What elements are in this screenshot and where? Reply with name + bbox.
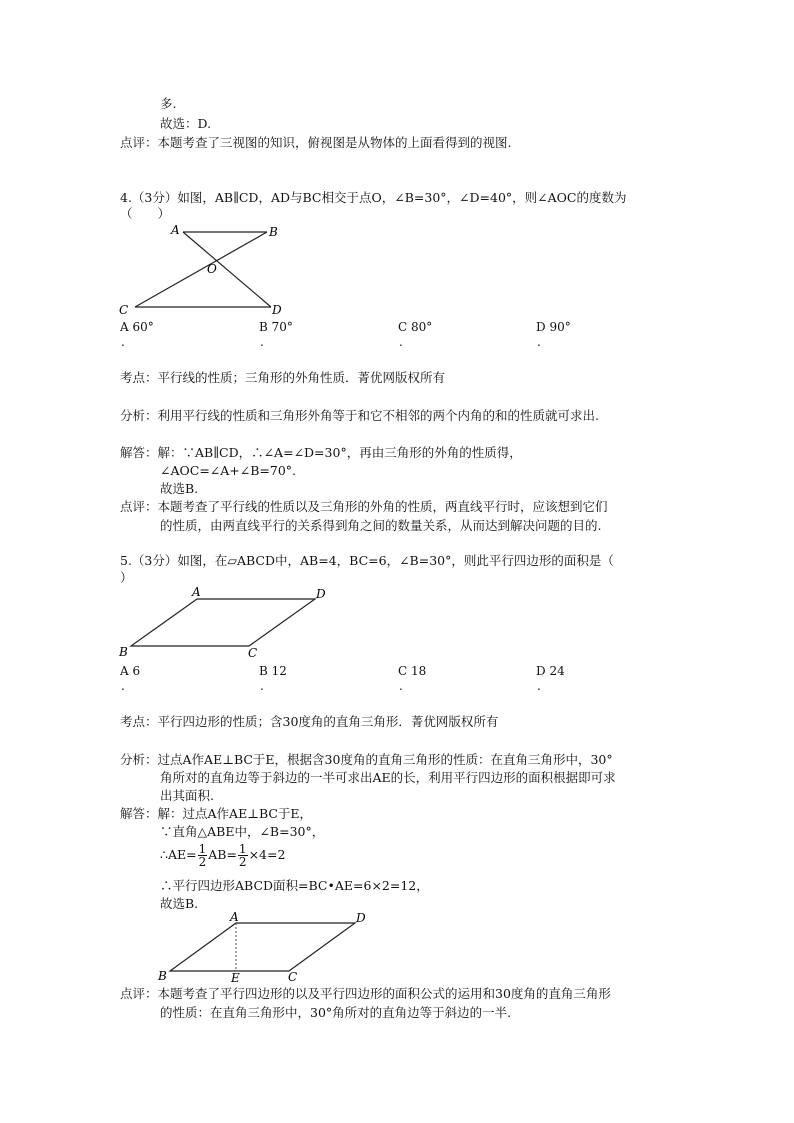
q5-jieda-line5: 故选B. — [160, 896, 199, 911]
q4-option-a[interactable] — [120, 320, 154, 334]
jieda-text: 解：过点A作AE⊥BC于E， — [157, 806, 313, 821]
label-c: C — [288, 970, 298, 984]
q5-fenxi — [120, 752, 613, 768]
q5-stem: 5.（3分）如图，在▱ABCD中，AB=4，BC=6，∠B=30°，则此平行四边形的面积是（ — [120, 553, 614, 568]
comment-text: 本题考查了三视图的知识，俯视图是从物体的上面看得到的视图. — [157, 135, 512, 150]
label-d: D — [272, 303, 282, 317]
kaodian-text: 平行四边形的性质；含30度角的直角三角形．菁优网版权所有 — [157, 714, 499, 729]
dianping-text: 本题考查了平行线的性质以及三角形的外角的性质，两直线平行时，应该想到它们 — [157, 499, 608, 514]
q5-option-b[interactable] — [259, 664, 287, 678]
q4-stem: 4.（3分）如图，AB∥CD，AD与BC相交于点O，∠B=30°，∠D=40°，则∠AOC的度数为 — [120, 190, 627, 205]
fraction-numerator: 1 — [198, 842, 207, 856]
option-dot: . — [537, 335, 541, 349]
option-dot: . — [537, 679, 541, 693]
q5-dianping-line2: 的性质：在直角三角形中，30°角所对的直角边等于斜边的一半. — [160, 1005, 512, 1020]
q4-dianping-line2: 的性质，由两直线平行的关系得到角之间的数量关系，从而达到解决问题的目的. — [160, 518, 602, 533]
option-dot: . — [260, 335, 264, 349]
option-letter: A — [120, 320, 129, 334]
option-text: 12 — [271, 664, 287, 678]
prev-answer: 故选：D. — [160, 116, 212, 131]
fenxi-text: 利用平行线的性质和三角形外角等于和它不相邻的两个内角的和的性质就可求出. — [157, 408, 599, 423]
parallelogram-abcd — [131, 599, 315, 646]
option-text: 6 — [132, 664, 141, 678]
segment-ad — [183, 232, 271, 307]
q4-option-d[interactable] — [536, 320, 571, 334]
fenxi-label: 分析： — [120, 408, 158, 423]
option-letter: C — [398, 664, 408, 678]
q4-kaodian — [120, 370, 445, 386]
label-e: E — [231, 971, 240, 985]
q5-fenxi-line3: 出其面积. — [160, 788, 214, 803]
q5-dianping — [120, 986, 611, 1002]
label-o: O — [207, 262, 217, 276]
option-text: 60° — [132, 320, 154, 334]
q4-fenxi — [120, 408, 599, 424]
label-b: B — [269, 225, 278, 239]
label-d: D — [316, 587, 326, 601]
q5-option-d[interactable] — [536, 664, 565, 678]
fraction-one-half — [238, 843, 248, 868]
q5-kaodian — [120, 714, 498, 730]
q5-stem-blank: ） — [120, 570, 133, 585]
label-b: B — [158, 969, 167, 983]
fraction-denominator: 2 — [198, 855, 207, 869]
kaodian-label: 考点： — [120, 370, 158, 385]
option-letter: D — [536, 320, 546, 334]
q5-option-c[interactable] — [398, 664, 426, 678]
q5-option-a[interactable] — [120, 664, 140, 678]
dianping-text: 本题考查了平行四边形的以及平行四边形的面积公式的运用和30度角的直角三角形 — [157, 986, 611, 1001]
segment-bc — [135, 232, 267, 307]
jieda-text: 解：∵AB∥CD，∴∠A=∠D=30°，再由三角形的外角的性质得， — [157, 445, 522, 460]
option-letter: D — [536, 664, 546, 678]
q5-fenxi-line2: 角所对的直角边等于斜边的一半可求出AE的长，利用平行四边形的面积根据即可求 — [160, 770, 616, 785]
fraction-denominator: 2 — [238, 855, 247, 869]
option-letter: A — [120, 664, 129, 678]
dianping-label: 点评： — [120, 986, 158, 1001]
label-d: D — [356, 911, 366, 925]
label-a: A — [192, 585, 201, 599]
option-text: 90° — [549, 320, 571, 334]
q4-dianping — [120, 499, 608, 515]
formula-part: ∴AE= — [160, 847, 197, 862]
label-b: B — [119, 645, 128, 659]
dianping-label: 点评： — [120, 499, 158, 514]
q4-jieda-line3: 故选B. — [160, 481, 199, 496]
option-letter: C — [398, 320, 408, 334]
q5-jieda-line4: ∴平行四边形ABCD面积=BC•AE=6×2=12， — [160, 878, 429, 893]
fenxi-text: 过点A作AE⊥BC于E，根据含30度角的直角三角形的性质：在直角三角形中，30° — [157, 752, 613, 767]
prev-text-line: 多. — [160, 96, 177, 111]
jieda-label: 解答： — [120, 806, 158, 821]
option-dot: . — [121, 335, 125, 349]
option-text: 18 — [411, 664, 427, 678]
q5-solution-figure — [150, 908, 380, 986]
q4-option-c[interactable] — [398, 320, 432, 334]
option-dot: . — [121, 679, 125, 693]
formula-part: AB= — [208, 847, 237, 862]
option-dot: . — [260, 679, 264, 693]
fraction-one-half — [198, 843, 208, 868]
option-text: 24 — [549, 664, 565, 678]
prev-comment — [120, 135, 512, 151]
option-text: 70° — [271, 320, 293, 334]
label-c: C — [248, 646, 258, 660]
option-letter: B — [259, 320, 268, 334]
parallelogram-abcd — [170, 923, 355, 971]
option-dot: . — [399, 679, 403, 693]
label-c: C — [119, 303, 129, 317]
q4-figure — [115, 222, 295, 318]
fraction-numerator: 1 — [238, 842, 247, 856]
option-letter: B — [259, 664, 268, 678]
fenxi-label: 分析： — [120, 752, 158, 767]
label-a: A — [230, 910, 239, 924]
jieda-label: 解答： — [120, 445, 158, 460]
kaodian-text: 平行线的性质；三角形的外角性质．菁优网版权所有 — [157, 370, 446, 385]
option-text: 80° — [411, 320, 433, 334]
label-a: A — [171, 223, 180, 237]
q5-jieda-line3 — [160, 843, 285, 868]
q5-jieda-line2: ∵直角△ABE中，∠B=30°， — [160, 824, 325, 839]
q4-jieda — [120, 445, 522, 461]
q5-jieda — [120, 806, 312, 822]
option-dot: . — [399, 335, 403, 349]
q4-jieda-line2: ∠AOC=∠A+∠B=70°. — [160, 463, 297, 478]
formula-part: ×4=2 — [248, 847, 286, 862]
q4-option-b[interactable] — [259, 320, 293, 334]
kaodian-label: 考点： — [120, 714, 158, 729]
q4-stem-blank: （ ） — [120, 206, 171, 221]
comment-label: 点评： — [120, 135, 158, 150]
q5-figure — [110, 584, 340, 660]
